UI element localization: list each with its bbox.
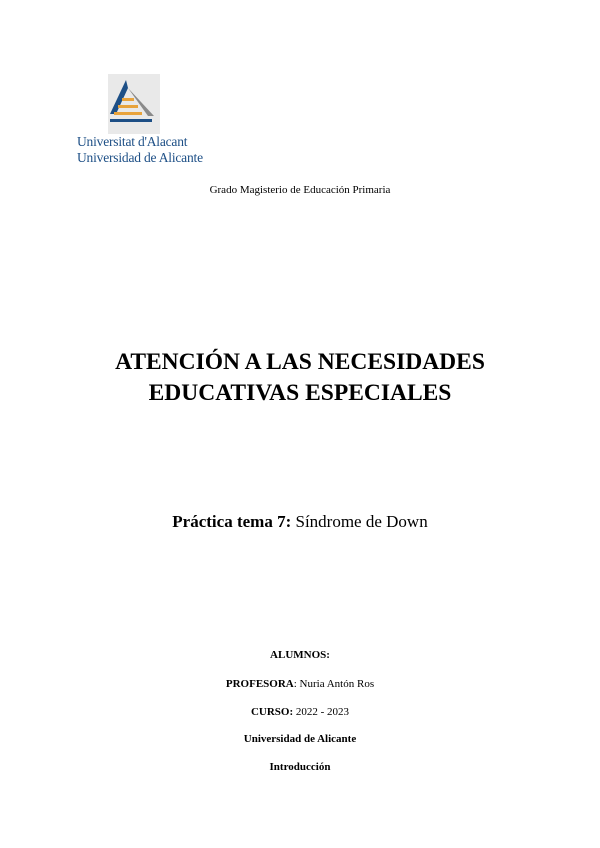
university-name: Universidad de Alicante: [243, 733, 357, 745]
title-line-1: ATENCIÓN A LAS NECESIDADES: [115, 349, 485, 375]
course-value: 2022 - 2023: [293, 706, 350, 718]
university-line: [0, 733, 600, 745]
degree-name: Grado Magisterio de Educación Primaria: [209, 184, 391, 196]
subtitle-label: Práctica tema 7:: [172, 512, 292, 531]
logo-line-spanish: Universidad de Alicante: [77, 150, 203, 165]
introduction-label: Introducción: [269, 761, 331, 773]
university-logo-icon: [108, 74, 160, 134]
university-logo-text: [77, 134, 203, 166]
title-line-2: EDUCATIVAS ESPECIALES: [148, 380, 452, 406]
students-line: [0, 649, 600, 661]
introduction-heading: [0, 761, 600, 773]
course-label: CURSO:: [250, 706, 294, 718]
subtitle-value: Síndrome de Down: [291, 512, 428, 531]
document-title: [0, 347, 600, 409]
teacher-label: PROFESORA: [225, 678, 294, 690]
students-label: ALUMNOS:: [270, 649, 330, 661]
course-line: [0, 706, 600, 718]
teacher-line: [0, 678, 600, 690]
teacher-value: : Nuria Antón Ros: [293, 678, 375, 690]
logo-line-catalan: Universitat d'Alacant: [77, 134, 188, 149]
practice-subtitle: [0, 512, 600, 532]
